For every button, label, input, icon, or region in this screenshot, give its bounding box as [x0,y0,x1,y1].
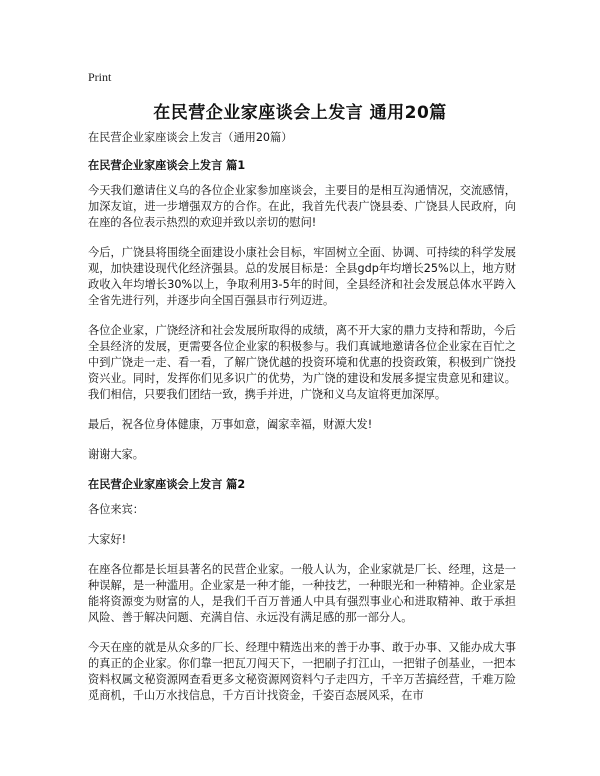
paragraph: 今后，广饶县将围绕全面建设小康社会目标，牢固树立全面、协调、可持续的科学发展观，加快建设现代化经济强县。总的发展目标是：全县gdp年均增长25%以上，地方财政收入年均增长30%以上，争取利用3-5年的时间，全县经济和社会发展总体水平跨入全省先进行列，并逐步向全国百强县市行列迈进。 [88,246,516,307]
section-heading: 在民营企业家座谈会上发言 篇2 [88,478,246,491]
paragraph: 今天在座的就是从众多的厂长、经理中精选出来的善于办事、敢于办事、又能办成大事的真正的企业家。你们靠一把瓦刀闯天下，一把刷子打江山，一把钳子创基业，一把本资料权属文秘资源网查看更多文秘资源网资料勺子走四方，千辛万苦搞经营，千难万险觅商机，千山万水找信息，千方百计找资金，千姿百态展风采，在市 [88,641,516,702]
paragraph: 在座各位都是长垣县著名的民营企业家。一般人认为，企业家就是厂长、经理，这是一种误解，是一种滥用。企业家是一种才能，一种技艺，一种眼光和一种精神。企业家是能将资源变为财富的人，是我们千百万普通人中具有强烈事业心和进取精神、敢于承担风险、善于解决问题、充满自信、永远没有满足感的那一部分人。 [88,563,516,624]
paragraph: 谢谢大家。 [88,448,144,461]
section-heading: 在民营企业家座谈会上发言 篇1 [88,159,246,172]
paragraph: 今天我们邀请住义乌的各位企业家参加座谈会，主要目的是相互沟通情况，交流感情，加深友谊，进一步增强双方的合作。在此，我首先代表广饶县委、广饶县人民政府，向在座的各位表示热烈的欢迎并致以亲切的慰问! [88,184,516,229]
print-label: Print [88,70,112,84]
section-1 [88,158,516,463]
document-title: 在民营企业家座谈会上发言 通用20篇 [153,103,447,123]
document-body [88,130,516,718]
section-2 [88,477,516,704]
paragraph: 最后，祝各位身体健康，万事如意，阖家幸福，财源大发! [88,418,373,431]
paragraph: 各位企业家，广饶经济和社会发展所取得的成绩，离不开大家的鼎力支持和帮助，今后全县经济的发展，更需要各位企业家的积极参与。我们真诚地邀请各位企业家在百忙之中到广饶走一走、看一看，了解广饶优越的投资环境和优惠的投资政策，积极到广饶投资兴业。同时，发挥你们见多识广的优势，为广饶的建设和发展多提宝贵意见和建议。我们相信，只要我们团结一致，携手并进，广饶和义乌友谊将更加深厚。 [88,324,516,401]
paragraph: 各位来宾： [88,503,144,516]
document-subtitle: 在民营企业家座谈会上发言（通用20篇） [88,131,293,144]
paragraph: 大家好! [88,533,127,546]
